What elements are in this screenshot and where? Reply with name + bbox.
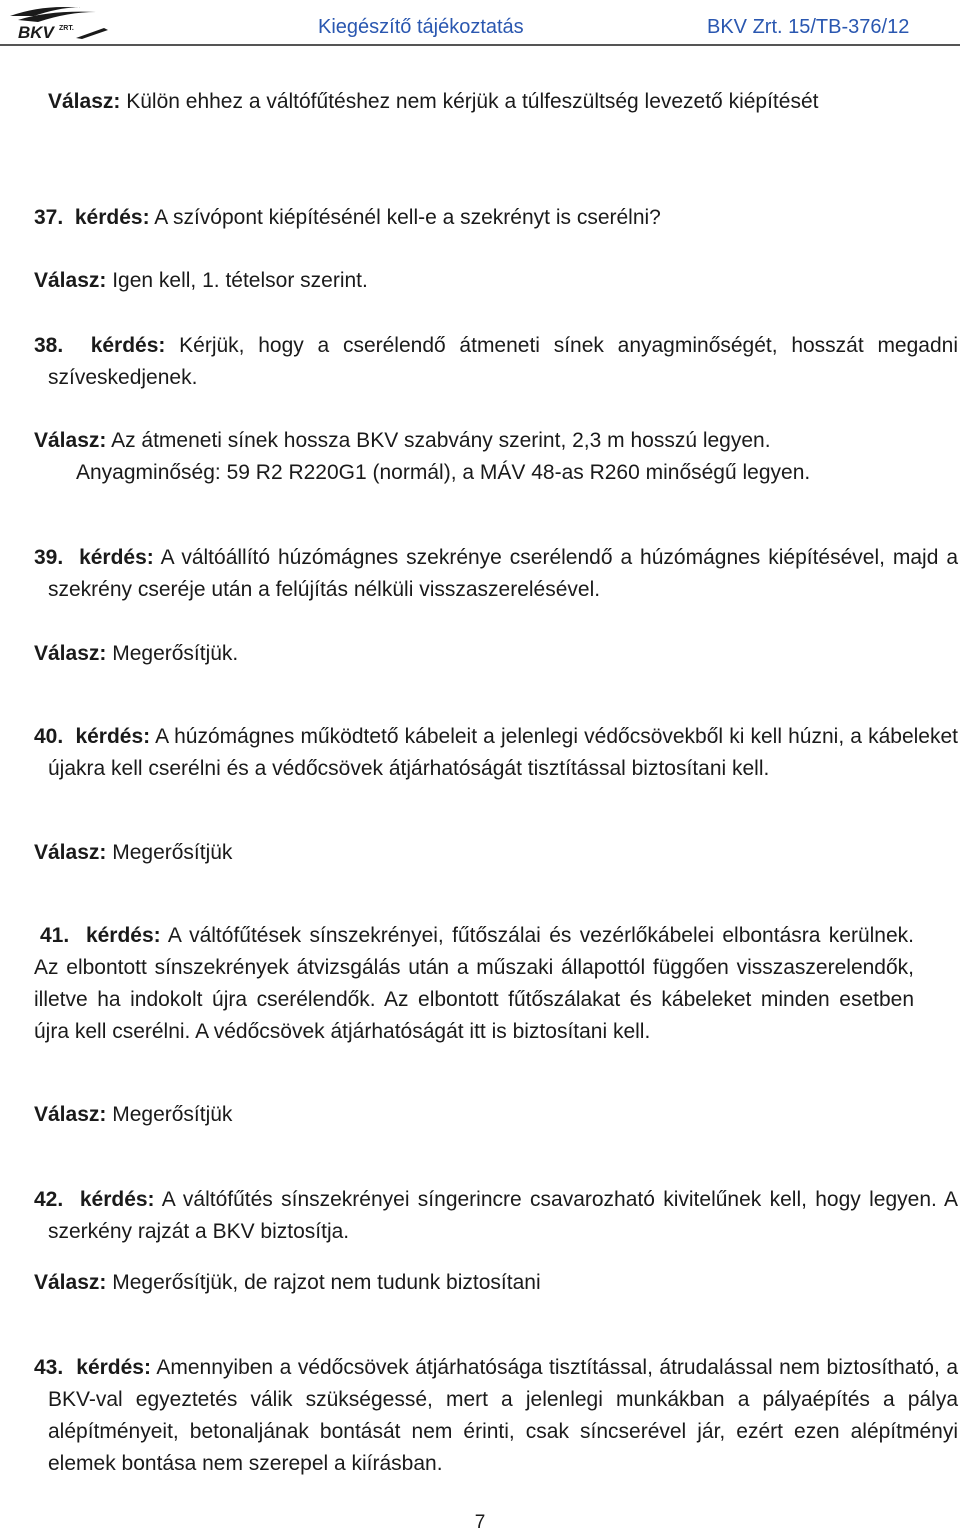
- answer-block: [34, 425, 946, 489]
- question-label: kérdés:: [74, 206, 150, 229]
- answer-text: Külön ehhez a váltófűtéshez nem kérjük a túlfeszültség levezető kiépítését: [126, 90, 819, 113]
- question-text: A szívópont kiépítésénél kell-e a szekrényt is cserélni?: [154, 206, 661, 229]
- question-block: [34, 1184, 958, 1248]
- bkv-logo: [4, 2, 114, 42]
- answer-text: Az átmeneti sínek hossza BKV szabvány szerint, 2,3 m hosszú legyen.: [111, 429, 771, 452]
- document-reference: BKV Zrt. 15/TB-376/12: [707, 16, 910, 38]
- answer-text-continued: Anyagminőség: 59 R2 R220G1 (normál), a MÁV 48-as R260 minőségű legyen.: [76, 461, 811, 484]
- question-label: kérdés:: [85, 924, 161, 947]
- question-text: Amennyiben a védőcsövek átjárhatósága tisztítással, átrudalással nem biztosítható, a BKV-val egyeztetés válik szükségessé, mert a jelenlegi munkákban a pályaépítés a pálya alépítményeit, betonaljának bontását nem érinti, csak síncserével jár, ezért ezen alépítményi elemek bontása nem szerepel a kiírásban.: [48, 1356, 958, 1475]
- question-text: A váltófűtés sínszekrényei síngerincre csavarozható kivitelűnek kell, hogy legyen. A szerkény rajzát a BKV biztosítja.: [48, 1188, 958, 1243]
- page-header: [0, 0, 960, 52]
- question-number: 42.: [34, 1188, 64, 1211]
- answer-text: Megerősítjük, de rajzot nem tudunk biztosítani: [112, 1271, 541, 1294]
- question-label: kérdés:: [90, 334, 166, 357]
- answer-block: [34, 265, 946, 297]
- question-number: 41.: [40, 924, 70, 947]
- answer-label: Válasz:: [34, 1103, 107, 1126]
- svg-text:BKV: BKV: [18, 23, 54, 42]
- question-block: [34, 721, 958, 785]
- answer-block: [34, 638, 946, 670]
- question-number: 43.: [34, 1356, 64, 1379]
- question-label: kérdés:: [76, 1356, 151, 1379]
- question-label: kérdés:: [75, 725, 151, 748]
- question-block: [34, 542, 958, 606]
- question-text: A váltóállító húzómágnes szekrénye cserélendő a húzómágnes kiépítésével, majd a szekrény cseréje után a felújítás nélküli visszaszerelésével.: [48, 546, 959, 601]
- question-number: 39.: [34, 546, 64, 569]
- answer-block: [34, 1267, 946, 1299]
- page-number: 7: [474, 1512, 486, 1533]
- answer-label: Válasz:: [34, 841, 107, 864]
- answer-label: Válasz:: [34, 642, 107, 665]
- question-block: [34, 202, 946, 234]
- answer-label: Válasz:: [34, 269, 107, 292]
- question-number: 40.: [34, 725, 64, 748]
- answer-block: [48, 86, 960, 118]
- question-number: 37.: [34, 206, 64, 229]
- answer-block: [34, 1099, 946, 1131]
- document-title: Kiegészítő tájékoztatás: [318, 16, 524, 38]
- answer-label: Válasz:: [34, 1271, 107, 1294]
- answer-text: Megerősítjük: [112, 1103, 233, 1126]
- question-text: A váltófűtések sínszekrényei, fűtőszálai és vezérlőkábelei elbontásra kerülnek. Az elbontott sínszekrények átvizsgálás után a műszaki állapottól függően visszaszerelendők, illetve ha indokolt újra cserélendők. Az elbontott fűtőszálakat és kábeleket minden esetben újra kell cserélni. A védőcsövek átjárhatóságát itt is biztosítani kell.: [34, 924, 914, 1043]
- question-text: A húzómágnes működtető kábeleit a jelenlegi védőcsövekből ki kell húzni, a kábeleket újakra kell cserélni és a védőcsövek átjárhatóságát tisztítással biztosítani kell.: [48, 725, 958, 780]
- question-block: [34, 920, 914, 1048]
- answer-text: Megerősítjük.: [112, 642, 239, 665]
- question-number: 38.: [34, 334, 64, 357]
- answer-text: Igen kell, 1. tételsor szerint.: [112, 269, 368, 292]
- answer-block: [34, 837, 946, 869]
- header-divider: [0, 44, 960, 46]
- answer-label: Válasz:: [48, 90, 121, 113]
- question-block: [34, 1352, 958, 1480]
- answer-text: Megerősítjük: [112, 841, 233, 864]
- question-label: kérdés:: [79, 546, 154, 569]
- answer-label: Válasz:: [34, 429, 107, 452]
- svg-text:ZRT.: ZRT.: [59, 25, 74, 32]
- question-label: kérdés:: [79, 1188, 155, 1211]
- question-block: [34, 330, 958, 394]
- question-text: Kérjük, hogy a cserélendő átmeneti sínek anyagminőségét, hosszát megadni szíveskedjenek.: [48, 334, 958, 389]
